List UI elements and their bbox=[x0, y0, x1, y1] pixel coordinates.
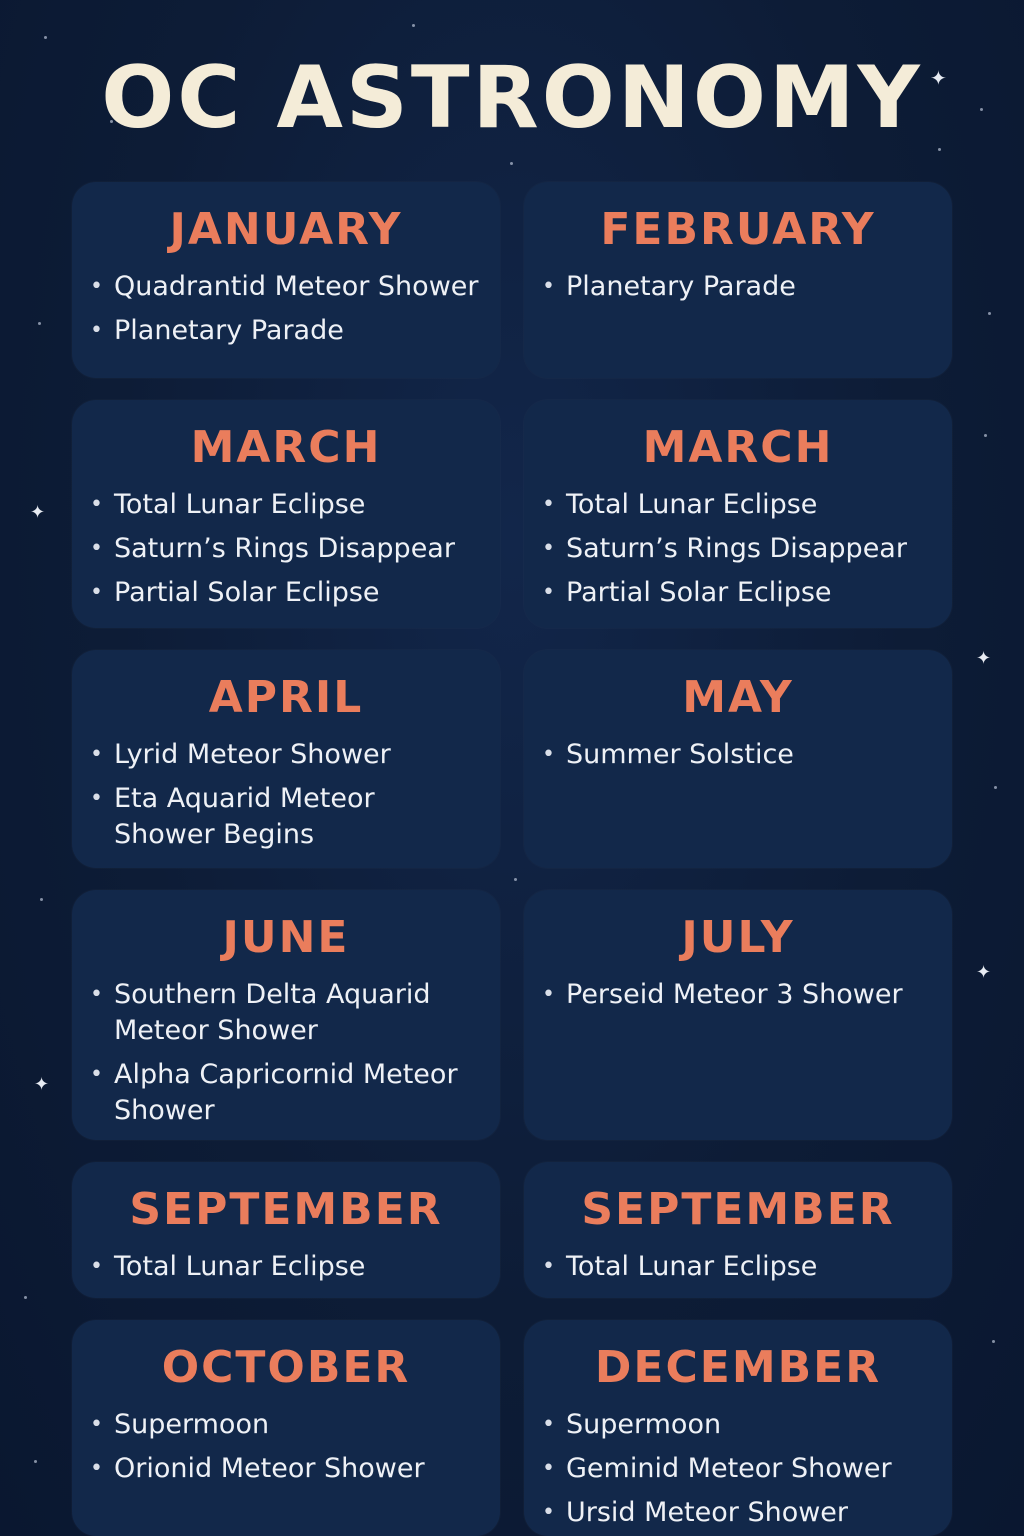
event-item: • Supermoon bbox=[566, 1407, 932, 1443]
event-list bbox=[524, 1249, 952, 1285]
star-dot-icon bbox=[412, 24, 415, 27]
month-card-april bbox=[72, 650, 500, 868]
event-item: • Alpha Capricornid Meteor Shower bbox=[114, 1057, 480, 1129]
event-item: • Summer Solstice bbox=[566, 737, 932, 773]
event-item: • Planetary Parade bbox=[566, 269, 932, 305]
event-item: • Total Lunar Eclipse bbox=[566, 487, 932, 523]
event-item: • Total Lunar Eclipse bbox=[114, 487, 480, 523]
month-card-december bbox=[524, 1320, 952, 1536]
event-list bbox=[72, 977, 500, 1129]
month-heading: MARCH bbox=[190, 422, 382, 473]
month-heading: FEBRUARY bbox=[600, 204, 876, 255]
star-dot-icon bbox=[992, 1340, 995, 1343]
month-card-september-2 bbox=[524, 1162, 952, 1298]
event-item: • Quadrantid Meteor Shower bbox=[114, 269, 480, 305]
event-list bbox=[72, 737, 500, 853]
month-heading: OCTOBER bbox=[161, 1342, 411, 1393]
month-heading: JULY bbox=[681, 912, 795, 963]
month-heading: DECEMBER bbox=[594, 1342, 882, 1393]
month-heading: MARCH bbox=[642, 422, 834, 473]
month-card-may bbox=[524, 650, 952, 868]
month-heading: SEPTEMBER bbox=[129, 1184, 443, 1235]
star-dot-icon bbox=[40, 898, 43, 901]
month-card-january bbox=[72, 182, 500, 378]
sparkle-star-icon: ✦ bbox=[976, 962, 992, 983]
event-item: • Partial Solar Eclipse bbox=[114, 575, 480, 611]
star-dot-icon bbox=[44, 36, 47, 39]
sparkle-star-icon: ✦ bbox=[976, 648, 992, 669]
month-heading: MAY bbox=[682, 672, 794, 723]
month-card-september bbox=[72, 1162, 500, 1298]
sparkle-star-icon: ✦ bbox=[930, 66, 947, 90]
event-list bbox=[72, 487, 500, 611]
event-item: • Lyrid Meteor Shower bbox=[114, 737, 480, 773]
event-list bbox=[524, 737, 952, 773]
event-list bbox=[524, 1407, 952, 1531]
month-card-june bbox=[72, 890, 500, 1140]
star-dot-icon bbox=[984, 434, 987, 437]
event-item: • Orionid Meteor Shower bbox=[114, 1451, 480, 1487]
star-dot-icon bbox=[988, 312, 991, 315]
event-item: • Eta Aquarid Meteor Shower Begins bbox=[114, 781, 480, 853]
event-item: • Total Lunar Eclipse bbox=[566, 1249, 932, 1285]
star-dot-icon bbox=[938, 148, 941, 151]
star-dot-icon bbox=[510, 162, 513, 165]
event-item: • Saturn’s Rings Disappear bbox=[566, 531, 932, 567]
event-list bbox=[524, 269, 952, 305]
sparkle-star-icon: ✦ bbox=[34, 1074, 50, 1095]
event-item: • Supermoon bbox=[114, 1407, 480, 1443]
event-item: • Partial Solar Eclipse bbox=[566, 575, 932, 611]
page-title: OC ASTRONOMY bbox=[101, 48, 923, 148]
event-list bbox=[72, 269, 500, 349]
month-heading: APRIL bbox=[208, 672, 364, 723]
event-list bbox=[72, 1249, 500, 1285]
star-dot-icon bbox=[994, 786, 997, 789]
star-dot-icon bbox=[24, 1296, 27, 1299]
star-dot-icon bbox=[38, 322, 41, 325]
event-item: • Total Lunar Eclipse bbox=[114, 1249, 480, 1285]
month-card-october bbox=[72, 1320, 500, 1536]
month-heading: SEPTEMBER bbox=[581, 1184, 895, 1235]
event-item: • Southern Delta Aquarid Meteor Shower bbox=[114, 977, 480, 1049]
month-card-march bbox=[72, 400, 500, 628]
star-dot-icon bbox=[34, 1460, 37, 1463]
star-dot-icon bbox=[514, 878, 517, 881]
event-item: • Geminid Meteor Shower bbox=[566, 1451, 932, 1487]
sparkle-star-icon: ✦ bbox=[30, 502, 46, 523]
event-list bbox=[72, 1407, 500, 1487]
event-item: • Perseid Meteor 3 Shower bbox=[566, 977, 932, 1013]
month-heading: JUNE bbox=[222, 912, 350, 963]
month-card-march-2 bbox=[524, 400, 952, 628]
event-list bbox=[524, 977, 952, 1013]
event-item: • Planetary Parade bbox=[114, 313, 480, 349]
event-item: • Ursid Meteor Shower bbox=[566, 1495, 932, 1531]
month-card-july bbox=[524, 890, 952, 1140]
month-card-february bbox=[524, 182, 952, 378]
event-item: • Saturn’s Rings Disappear bbox=[114, 531, 480, 567]
month-heading: JANUARY bbox=[169, 204, 403, 255]
event-list bbox=[524, 487, 952, 611]
